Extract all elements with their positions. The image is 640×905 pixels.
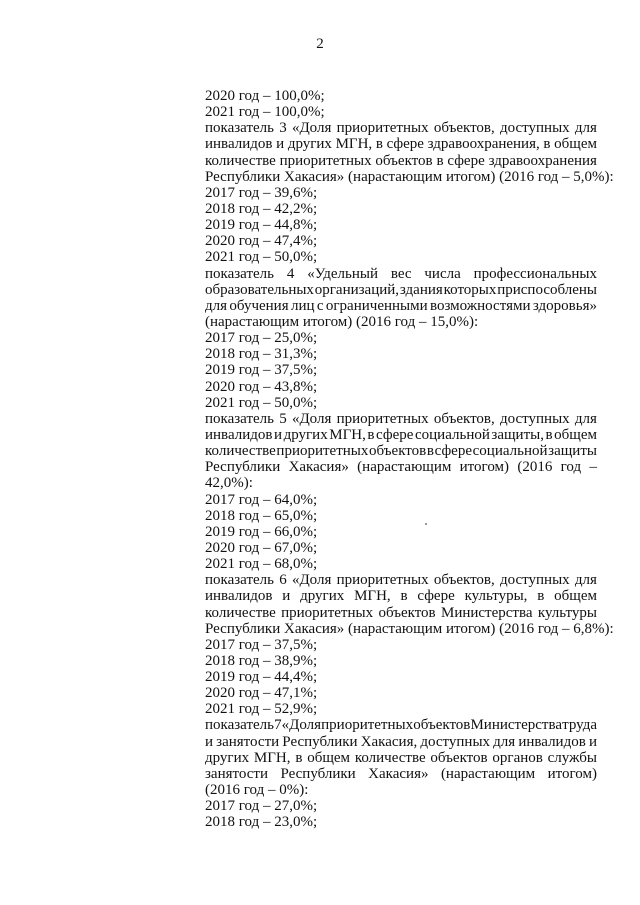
year-value-line: 2021 год – 50,0%; [205,394,318,411]
text-line [205,734,597,750]
word: сфере [434,443,472,460]
word: Министерства [440,604,533,621]
text-line [205,443,597,459]
text-line: Республики Хакасия» (нарастающим итогом) (2016 год – 5,0%): [205,168,614,185]
year-value-line: 2018 год – 65,0%; [205,507,318,524]
word: приоритетных [279,152,372,169]
word: в [375,136,383,153]
word: инвалидов [518,733,586,750]
word: сфере [376,426,414,443]
year-value-line: 2017 год – 27,0%; [205,798,318,815]
word: итогом) [459,459,510,476]
indicator-heading-line [205,266,597,282]
text-line [205,750,597,766]
word: Республики [280,765,356,782]
word: в [545,426,553,443]
word: Хакасия, [360,733,418,750]
word: сфере [386,136,424,153]
scan-artifact-dot [425,523,427,525]
word: культуры, [464,588,528,605]
word: для [205,297,228,314]
word: приоритетных [281,604,374,621]
word: объектов, [433,120,495,137]
word: Министерства [470,717,563,734]
year-value-line: 2017 год – 39,6%; [205,184,318,201]
word: здания [399,281,443,298]
word: объектов, [433,572,495,589]
page-number: 2 [316,36,324,52]
word: в [367,426,375,443]
word: сфере [447,152,485,169]
indicator-heading-line [205,717,597,733]
word: для [574,572,597,589]
year-value-line: 2019 год – 66,0%; [205,523,318,540]
word: образовательных [205,281,314,298]
word: Хакасия» [368,765,429,782]
text-line [205,136,597,152]
word: обучения [229,297,289,314]
word: – [589,459,597,476]
word: других [205,749,250,766]
word: МГН, [335,136,373,153]
text-line [205,282,597,298]
word: занятости [205,765,268,782]
word: (2016 [517,459,553,476]
word: количестве [205,152,276,169]
word: количестве [354,749,426,766]
word: объектов [413,717,471,734]
year-value-line: 2017 год – 64,0%; [205,491,318,508]
word: и [282,588,291,605]
word: защиты, [491,426,544,443]
word: 7 [274,717,282,734]
word: приоритетных [276,443,369,460]
word: социальной [472,443,548,460]
word: приспособлены [497,281,597,298]
word: здоровья» [532,297,597,314]
word: приоритетных [336,120,429,137]
word: приоритетных [336,410,429,427]
year-value-line: 2020 год – 100,0%; [205,88,325,104]
word: МГН, [354,588,391,605]
word: в [426,443,434,460]
word: «Доля [291,572,332,589]
indicator-heading-line [205,411,597,427]
word: (нарастающим [357,459,452,476]
year-value-line: 2020 год – 43,8%; [205,378,318,395]
year-value-line: 2019 год – 44,4%; [205,669,318,686]
word: сфере [417,588,455,605]
year-value-line: 2021 год – 50,0%; [205,249,318,266]
word: для [574,410,597,427]
word: доступных [500,120,570,137]
word: занятости [216,733,280,750]
word: для [493,733,516,750]
word: ограниченными [325,297,428,314]
word: «Удельный [307,265,378,282]
word: труда [562,717,597,734]
year-value-line: 2018 год – 23,0%; [205,814,318,831]
word: «Доля [291,410,332,427]
word: органов [492,749,543,766]
word: общем [307,749,351,766]
word: которых [443,281,497,298]
text-line [205,298,597,314]
word: профессиональных [473,265,597,282]
word: показатель [205,410,274,427]
year-value-line: 2018 год – 38,9%; [205,652,318,669]
year-value-line: 2020 год – 67,0%; [205,539,318,556]
text-line [205,588,597,604]
year-value-line: 2021 год – 100,0%; [205,104,325,121]
word: социальной [414,426,490,443]
word: здравоохранения, [427,136,540,153]
word: в [400,588,408,605]
word: числа [424,265,461,282]
word: «Доля [281,717,322,734]
text-line: (нарастающим итогом) (2016 год – 15,0%): [205,313,479,330]
year-value-line: 2020 год – 47,4%; [205,233,318,250]
text-line [205,427,597,443]
word: общем [554,426,597,443]
word: итогом) [547,765,597,782]
word: 4 [286,265,295,282]
word: количестве [205,443,276,460]
year-value-line: 2017 год – 25,0%; [205,330,318,347]
year-value-line: 2018 год – 31,3%; [205,346,318,363]
word: объектов [378,604,436,621]
word: других [283,426,328,443]
word: 6 [279,572,287,589]
year-value-line: 2019 год – 44,8%; [205,217,318,234]
word: Республики [282,733,358,750]
word: возможностями [429,297,531,314]
word: объектов [369,443,427,460]
word: службы [547,749,597,766]
text-line [205,153,597,169]
year-value-line: 2021 год – 52,9%; [205,701,318,718]
word: и [205,733,214,750]
text-line [205,605,597,621]
year-value-line: 2019 год – 37,5%; [205,362,318,379]
word: показатель [205,717,274,734]
word: МГН, [329,426,366,443]
word: с [316,297,324,314]
word: инвалидов [205,588,273,605]
word: общем [554,136,597,153]
word: для [574,120,597,137]
word: защиты [548,443,597,460]
word: культуры [537,604,597,621]
word: доступных [500,572,570,589]
year-value-line: 2021 год – 68,0%; [205,556,318,573]
indicator-heading-line [205,572,597,588]
word: показатель [205,120,274,137]
word: в [543,136,551,153]
word: объектов [430,749,488,766]
word: Республики [205,459,281,476]
text-line: 42,0%): [205,475,253,492]
word: показатель [205,265,274,282]
word: и [588,733,597,750]
word: в [295,749,303,766]
word: общем [554,588,597,605]
text-line [205,766,597,782]
word: 3 [279,120,287,137]
year-value-line: 2017 год – 37,5%; [205,636,318,653]
word: количестве [205,604,276,621]
word: доступных [420,733,491,750]
word: вес [390,265,412,282]
word: «Доля [291,120,332,137]
word: объектов [375,152,433,169]
word: здравоохранения [488,152,597,169]
word: лиц [290,297,315,314]
text-line: (2016 год – 0%): [205,782,309,799]
word: показатель [205,572,274,589]
word: инвалидов [205,426,273,443]
word: в [436,152,444,169]
text-line: Республики Хакасия» (нарастающим итогом) (2016 год – 6,8%): [205,620,614,637]
word: и [274,426,283,443]
word: объектов, [433,410,495,427]
word: и [276,136,285,153]
word: приоритетных [321,717,414,734]
word: в [537,588,545,605]
word: 5 [279,410,287,427]
word: год [560,459,582,476]
word: инвалидов [205,136,273,153]
word: других [300,588,345,605]
year-value-line: 2020 год – 47,1%; [205,685,318,702]
word: МГН, [253,749,291,766]
word: доступных [500,410,570,427]
text-line [205,459,597,475]
word: приоритетных [336,572,429,589]
word: организаций, [314,281,400,298]
word: (нарастающим [440,765,536,782]
word: других [287,136,332,153]
word: Хакасия» [288,459,349,476]
year-value-line: 2018 год – 42,2%; [205,200,318,217]
document-body [205,88,614,831]
indicator-heading-line [205,120,597,136]
